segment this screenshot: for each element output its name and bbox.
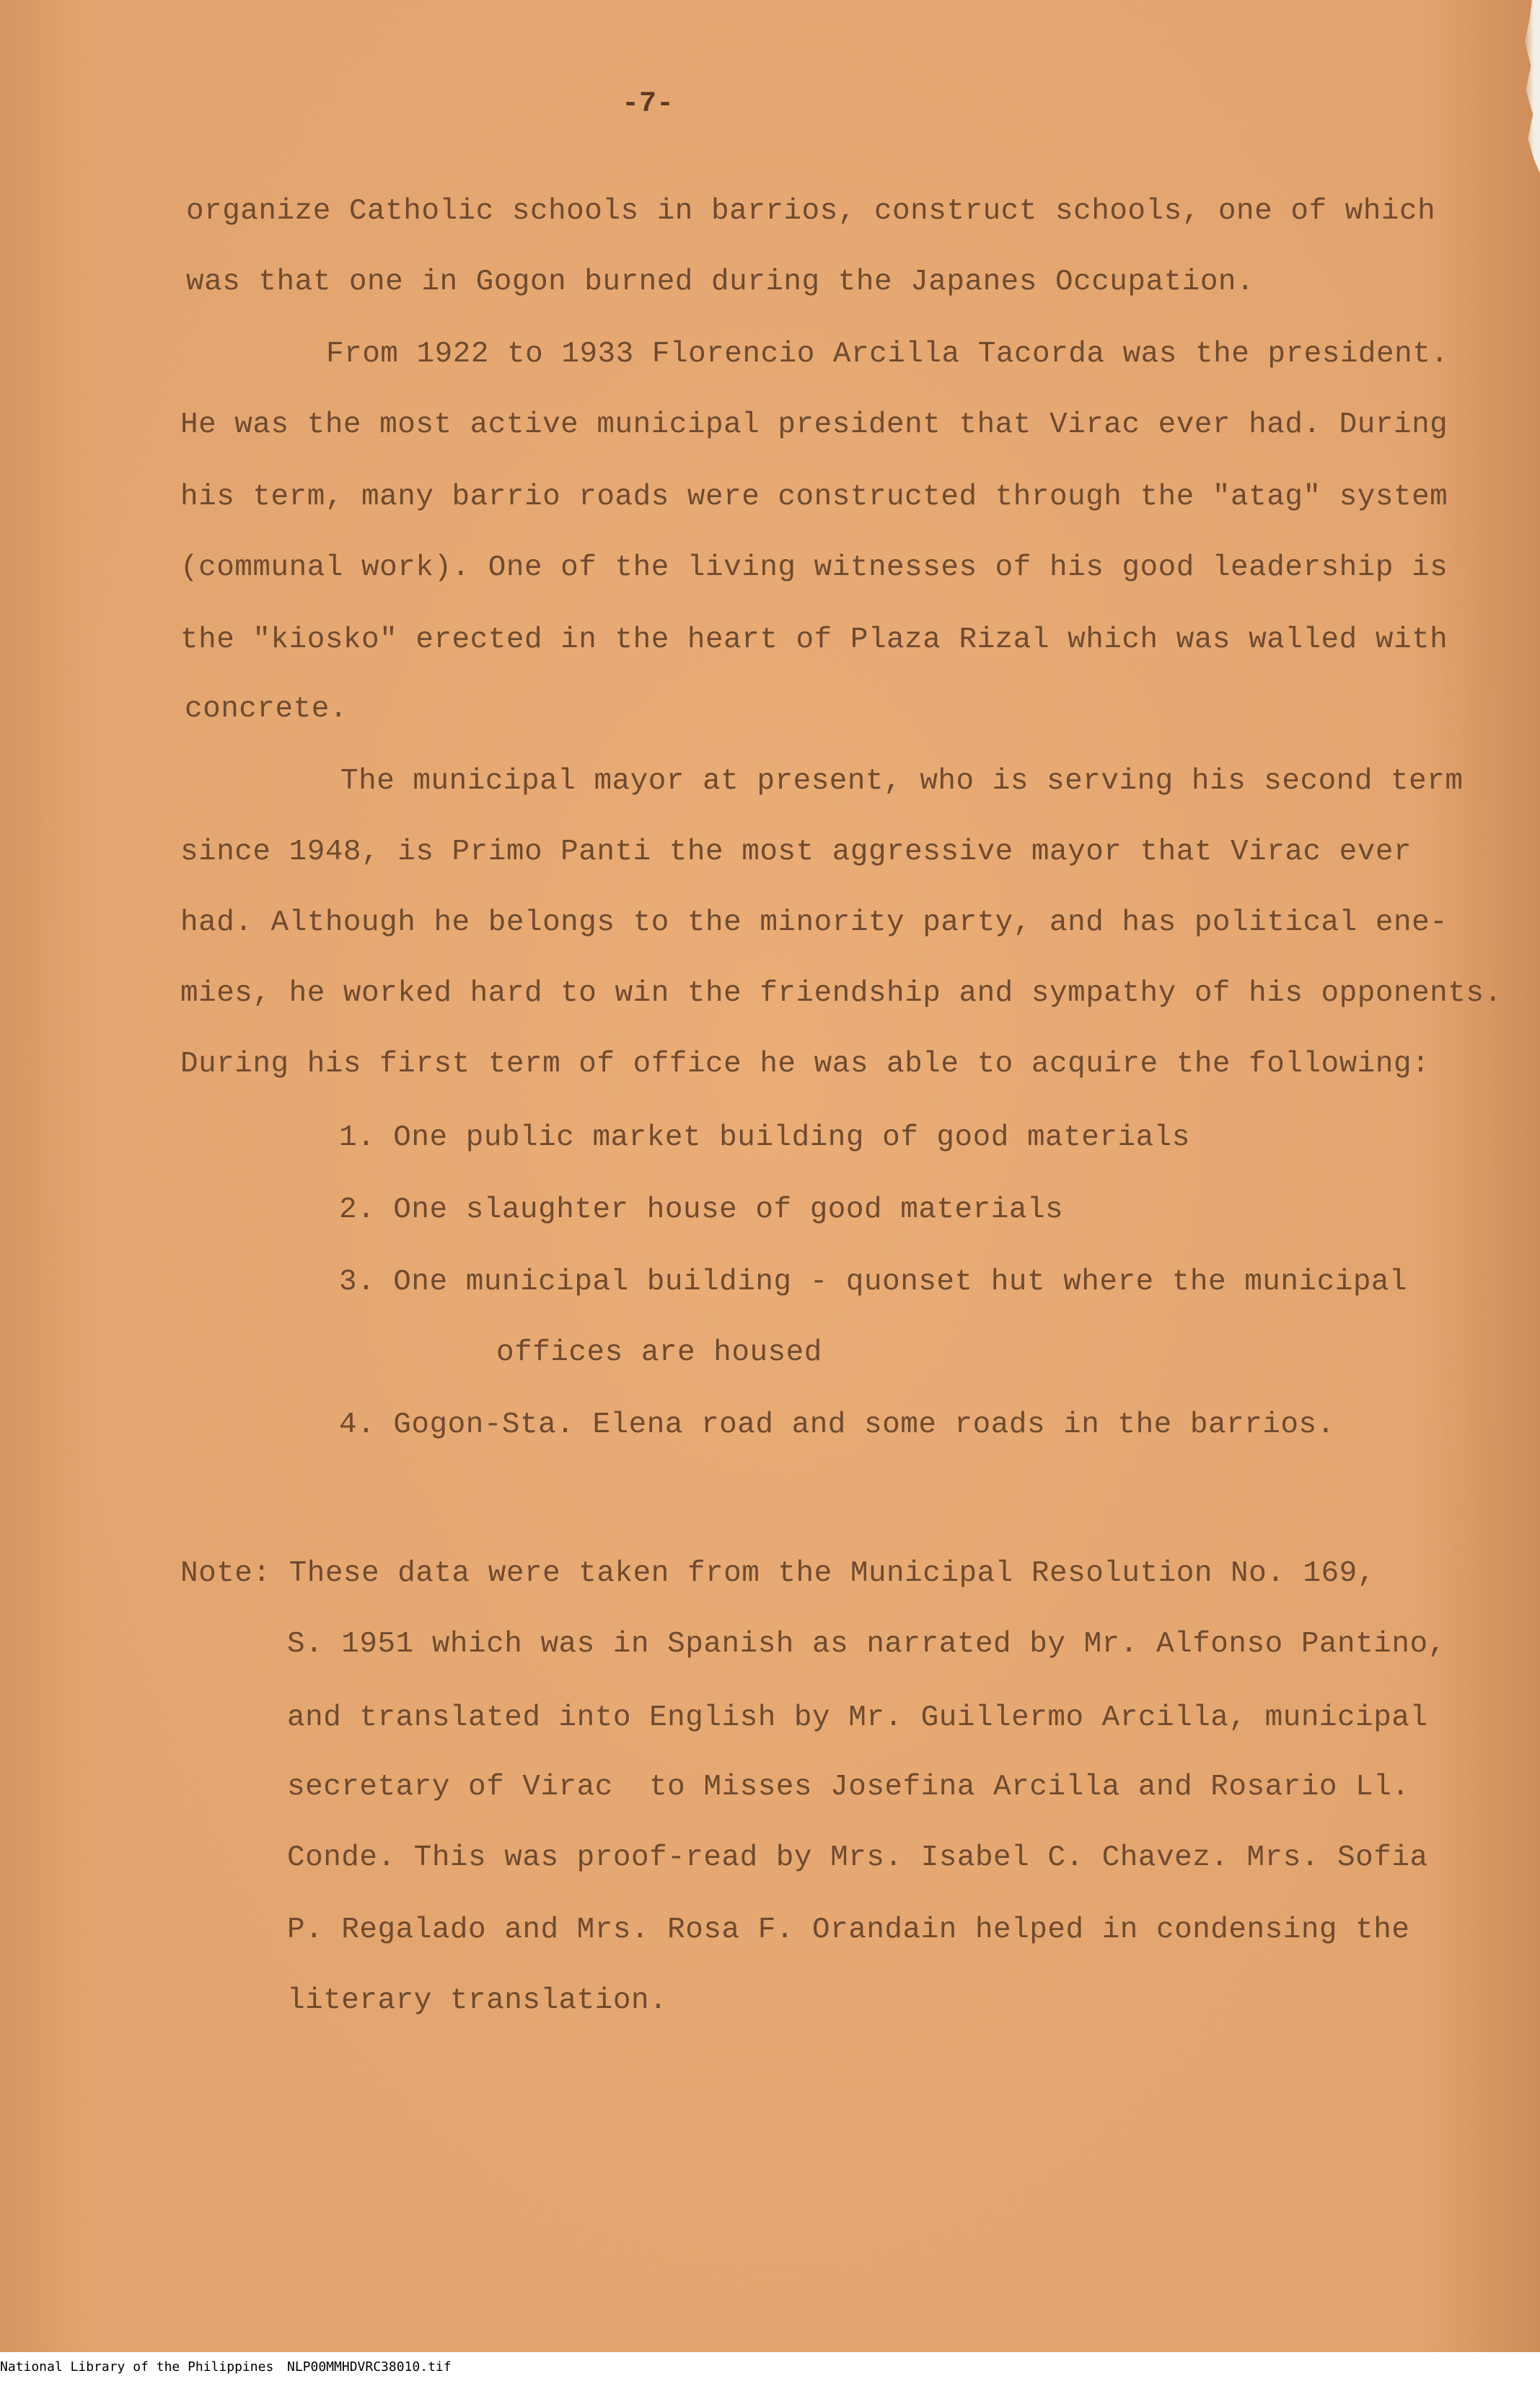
text-line: was that one in Gogon burned during the Japanes Occupation. bbox=[186, 266, 1255, 299]
text-line: organize Catholic schools in barrios, construct schools, one of which bbox=[186, 195, 1436, 228]
note-line: secretary of Virac to Misses Josefina Arcilla and Rosario Ll. bbox=[287, 1771, 1410, 1804]
text-line: mies, he worked hard to win the friendship and sympathy of his opponents. bbox=[180, 977, 1502, 1010]
text-line: his term, many barrio roads were constructed through the "atag" system bbox=[180, 481, 1448, 514]
text-line: The municipal mayor at present, who is serving his second term bbox=[340, 765, 1464, 798]
list-item: 1. One public market building of good materials bbox=[339, 1121, 1190, 1154]
list-item-continuation: offices are housed bbox=[496, 1336, 822, 1369]
note-line: and translated into English by Mr. Guillermo Arcilla, municipal bbox=[287, 1701, 1428, 1735]
text-line: since 1948, is Primo Panti the most aggressive mayor that Virac ever bbox=[180, 836, 1412, 869]
list-item: 3. One municipal building - quonset hut where the municipal bbox=[339, 1266, 1408, 1299]
torn-edge bbox=[1520, 0, 1540, 173]
list-item: 4. Gogon-Sta. Elena road and some roads in the barrios. bbox=[339, 1408, 1335, 1442]
text-line: From 1922 to 1933 Florencio Arcilla Tacorda was the president. bbox=[326, 338, 1449, 371]
list-item: 2. One slaughter house of good materials bbox=[339, 1193, 1064, 1227]
note-line: literary translation. bbox=[287, 1984, 668, 2017]
library-credit: National Library of the Philippines bbox=[0, 2359, 274, 2375]
note-line: Note: These data were taken from the Municipal Resolution No. 169, bbox=[180, 1557, 1376, 1590]
scan-filename: NLP00MMHDVRC38010.tif bbox=[287, 2359, 452, 2375]
text-line: He was the most active municipal president that Virac ever had. During bbox=[180, 408, 1448, 442]
scan-footer bbox=[0, 2352, 1540, 2381]
text-line: the "kiosko" erected in the heart of Plaza Rizal which was walled with bbox=[180, 623, 1448, 657]
text-line: During his first term of office he was able to acquire the following: bbox=[180, 1048, 1430, 1081]
text-line: had. Although he belongs to the minority party, and has political ene- bbox=[180, 906, 1448, 939]
note-line: Conde. This was proof-read by Mrs. Isabel C. Chavez. Mrs. Sofia bbox=[287, 1841, 1428, 1874]
page-number: -7- bbox=[622, 88, 674, 120]
text-line: (communal work). One of the living witnesses of his good leadership is bbox=[180, 551, 1448, 584]
note-line: P. Regalado and Mrs. Rosa F. Orandain helped in condensing the bbox=[287, 1913, 1410, 1947]
text-line: concrete. bbox=[185, 693, 348, 726]
note-line: S. 1951 which was in Spanish as narrated by Mr. Alfonso Pantino, bbox=[287, 1628, 1446, 1661]
